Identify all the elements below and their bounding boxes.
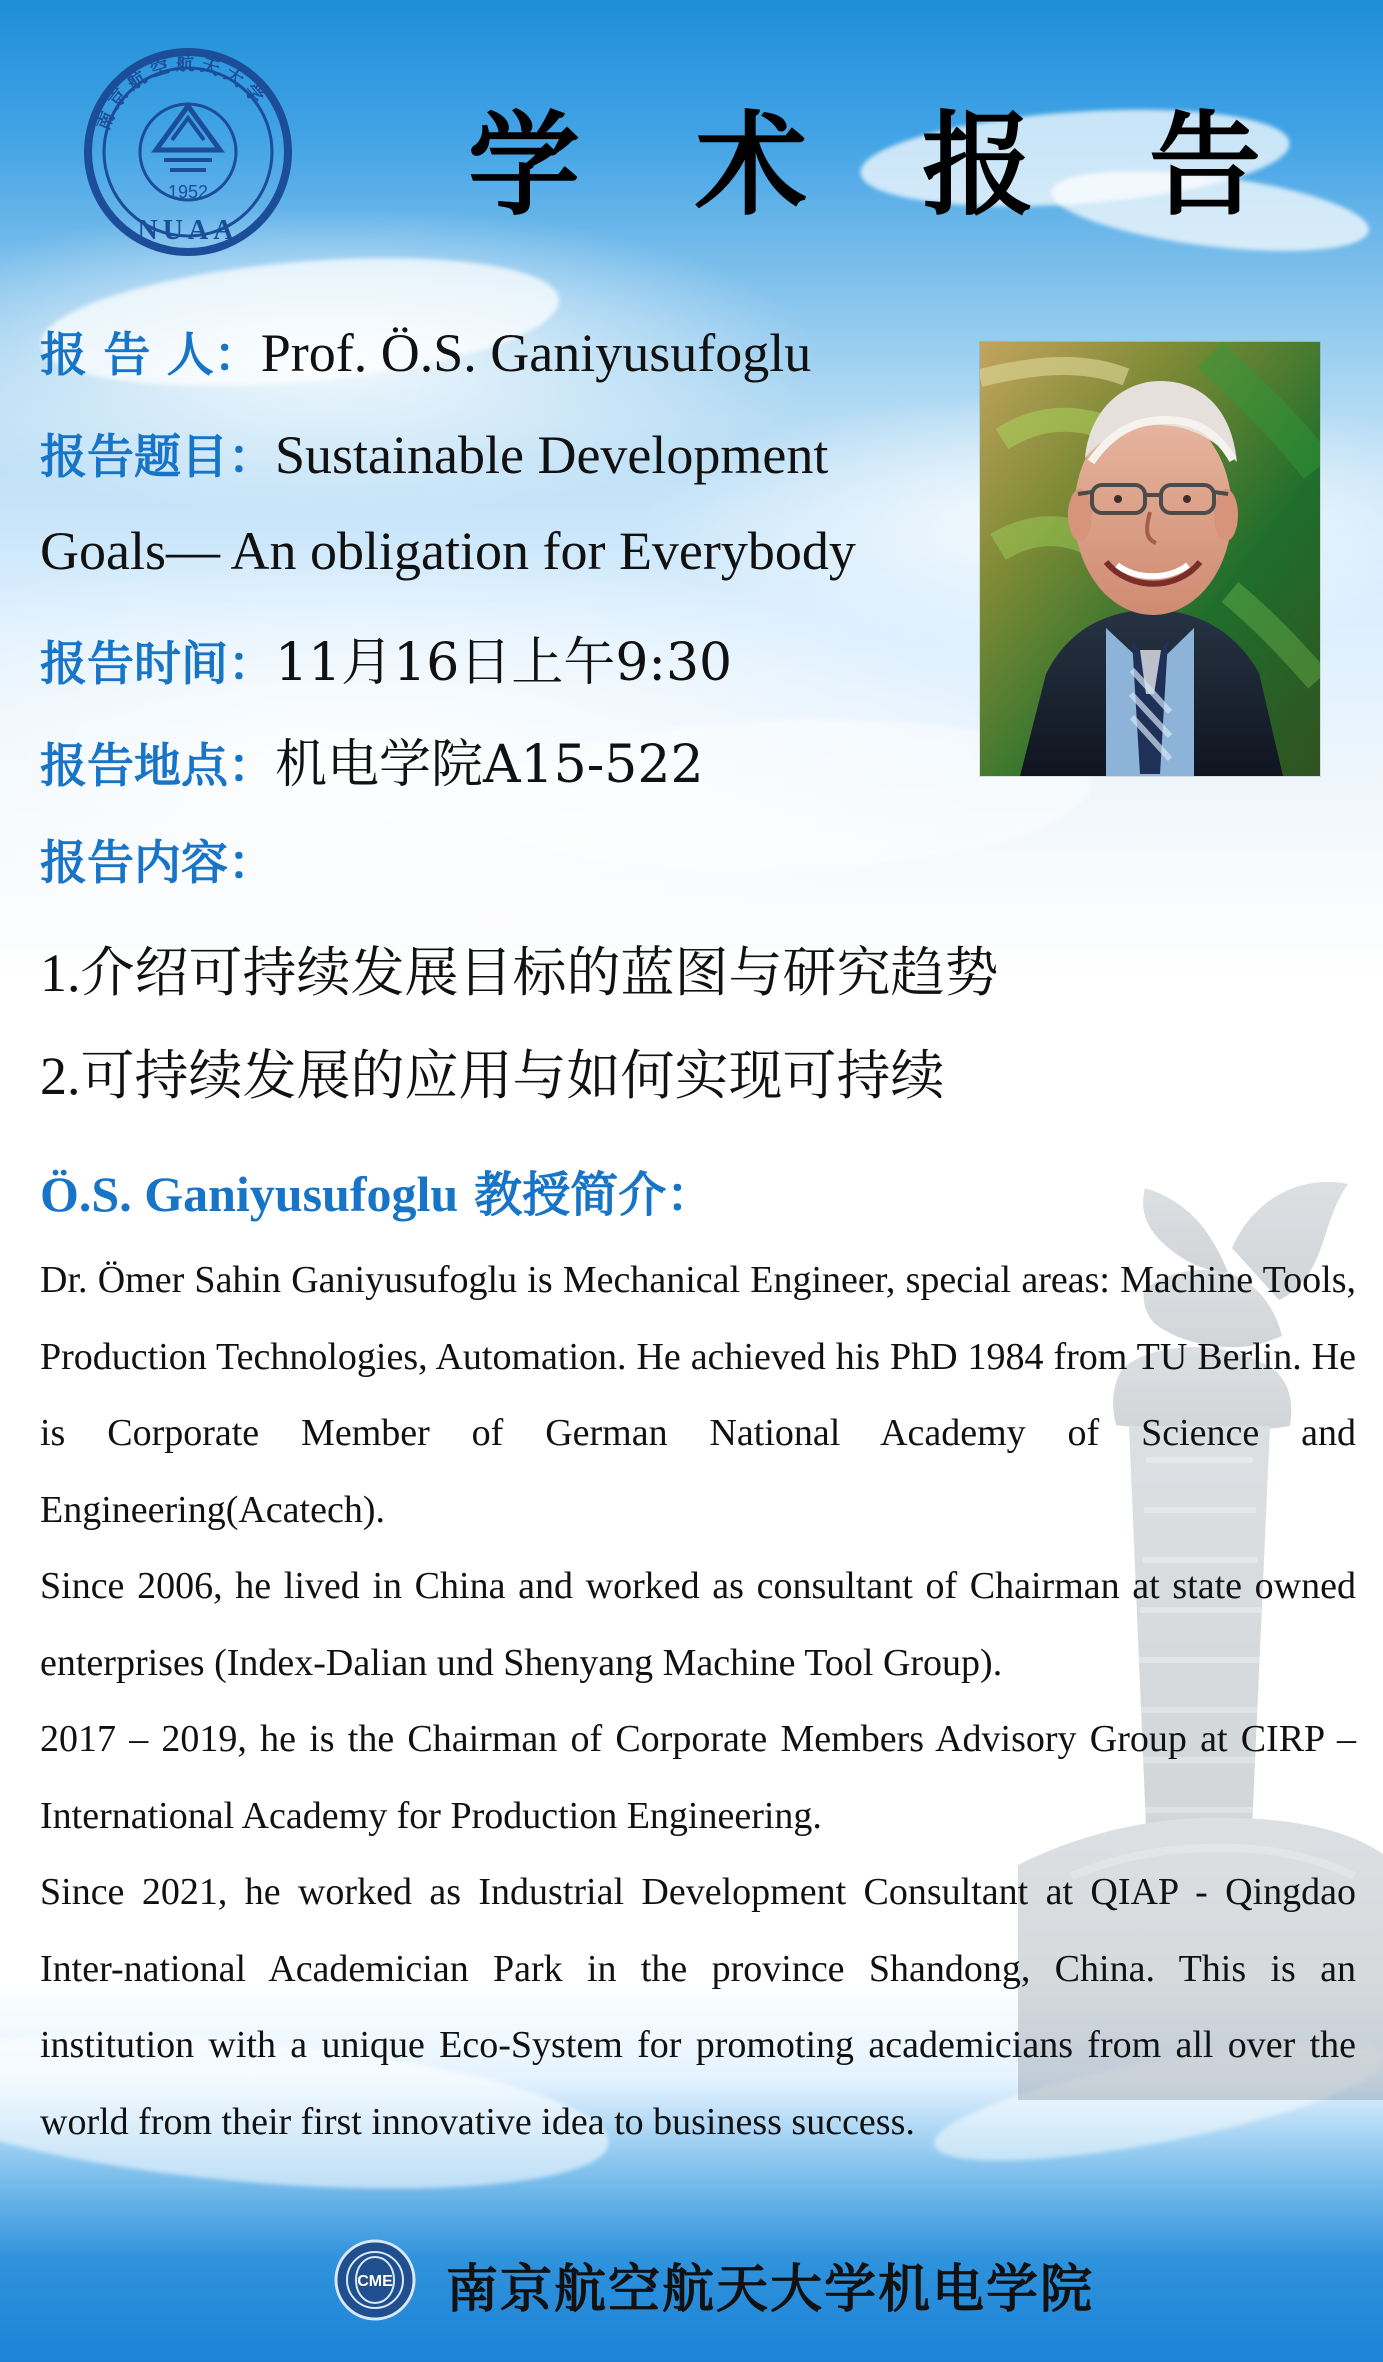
bio-paragraph-3: 2017 – 2019, he is the Chairman of Corporate Members Advisory Group at CIRP – International Academy for Production Engineering. xyxy=(40,1718,1356,1837)
place-value: 机电学院A15-522 xyxy=(275,735,704,795)
time-label: 报告时间： xyxy=(40,637,275,692)
time-row xyxy=(40,620,732,695)
content-item-1: 1.介绍可持续发展目标的蓝图与研究趋势 xyxy=(40,943,999,1003)
seal-year: 1952 xyxy=(167,182,209,202)
speaker-photo xyxy=(980,342,1320,776)
college-logo-text: CME xyxy=(357,2273,393,2290)
bio-title-latin: Ö.S. Ganiyusufoglu xyxy=(40,1166,459,1222)
topic-value-line1: Sustainable Development xyxy=(275,425,829,485)
seal-cn-text: 南京航空航天大学 xyxy=(92,53,272,134)
seal-abbr: NUAA xyxy=(137,215,239,246)
college-logo-icon xyxy=(333,2238,417,2322)
place-label: 报告地点： xyxy=(40,739,275,794)
content-item-2: 2.可持续发展的应用与如何实现可持续 xyxy=(40,1046,945,1106)
footer-org-name: 南京航空航天大学机电学院 xyxy=(446,2259,1095,2320)
speaker-value: Prof. Ö.S. Ganiyusufoglu xyxy=(260,323,812,383)
bio-text xyxy=(40,1242,1356,2160)
bio-paragraph-2: Since 2006, he lived in China and worked as consultant of Chairman at state owned enterprises (Index-Dalian und Shenyang Machine Tool Group). xyxy=(40,1565,1356,1684)
speaker-label: 报 告 人： xyxy=(40,328,261,383)
bio-paragraph-4: Since 2021, he worked as Industrial Development Consultant at QIAP - Qingdao Inter-national Academician Park in the province Shandong, China. This is an institution with a unique Eco-System for promoting academicians from all over the world from their first innovative idea to business success. xyxy=(40,1871,1356,2143)
topic-row xyxy=(40,420,828,487)
bio-paragraph-1: Dr. Ömer Sahin Ganiyusufoglu is Mechanical Engineer, special areas: Machine Tools, Production Technologies, Automation. He achieved his PhD 1984 from TU Berlin. He is Corporate Member of German National Academy of Science and Engineering(Acatech). xyxy=(40,1259,1356,1531)
content-label: 报告内容： xyxy=(40,836,275,891)
page-title: 学 术 报 告 xyxy=(468,101,1299,231)
topic-value-line2: Goals— An obligation for Everybody xyxy=(40,521,856,581)
bio-title-cn: 教授简介： xyxy=(474,1167,715,1223)
university-seal-icon xyxy=(84,48,292,256)
place-row xyxy=(40,722,704,797)
topic-label: 报告题目： xyxy=(40,430,275,485)
time-value: 11月16日上午9:30 xyxy=(275,633,733,693)
bio-title xyxy=(40,1156,714,1225)
speaker-row xyxy=(40,318,811,385)
